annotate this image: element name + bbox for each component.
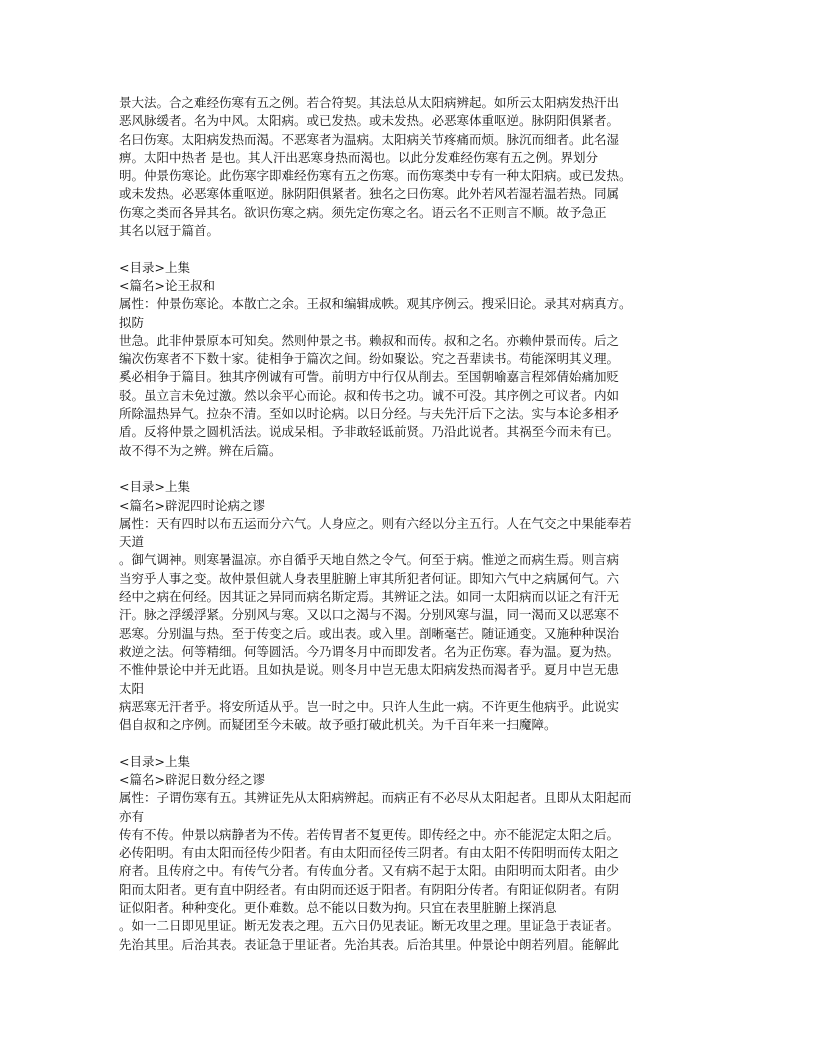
text-line: 世急。此非仲景原本可知矣。然则仲景之书。赖叔和而传。叔和之名。亦赖仲景而传。后之 (119, 332, 620, 348)
text-line: 属性：天有四时以布五运而分六气。人身应之。则有六经以分主五行。人在气交之中果能奉若 (119, 515, 632, 531)
text-line: 编次伤寒者不下数十家。徒相争于篇次之间。纷如聚讼。究之吾辈读书。苟能深明其义理。 (119, 351, 620, 367)
text-line: 太阳 (119, 680, 145, 696)
text-line: 属性：子谓伤寒有五。其辨证先从太阳病辨起。而病正有不必尽从太阳起者。且即从太阳起而 (119, 790, 632, 806)
text-line: 当穷乎人事之变。故仲景但就人身表里脏腑上审其所犯者何证。即知六气中之病属何气。六 (119, 570, 620, 586)
text-line: 痹。太阳中热者 是也。其人汗出恶寒身热而渴也。以此分发难经伤寒有五之例。界划分 (119, 149, 598, 165)
text-line: 盾。反将仲景之圆机活法。说成呆相。予非敢轻诋前贤。乃沿此说者。其祸至今而未有已。 (119, 424, 620, 440)
chapter-heading: <篇名>辟泥四时论病之谬 (119, 497, 265, 513)
text-line: 倡自叔和之序例。而疑团至今未破。故予亟打破此机关。为千百年来一扫魔障。 (119, 717, 557, 733)
catalog-heading: <目录>上集 (119, 479, 190, 495)
text-line: 亦有 (119, 808, 145, 824)
text-line: 恶风脉缓者。名为中风。太阳病。或已发热。或未发热。必恶寒体重呕逆。脉阴阳俱紧者。 (119, 113, 620, 129)
text-line: 明。仲景伤寒论。此伤寒字即难经伤寒有五之伤寒。而伤寒类中专有一种太阳病。或已发热。 (119, 168, 632, 184)
text-line: 景大法。合之难经伤寒有五之例。若合符契。其法总从太阳病辨起。如所云太阳病发热汗出 (119, 95, 620, 110)
text-line: 或未发热。必恶寒体重呕逆。脉阴阳俱紧者。独名之曰伤寒。此外若风若湿若温若热。同属 (119, 186, 620, 202)
text-line: 汗。脉之浮缓浮紧。分别风与寒。又以口之渴与不渴。分别风寒与温，同一渴而又以恶寒不 (119, 607, 620, 623)
section-intro (119, 94, 691, 240)
chapter-heading: <篇名>论王叔和 (119, 277, 215, 293)
text-line: 病恶寒无汗者乎。将安所适从乎。岂一时之中。只许人生此一病。不许更生他病乎。此说实 (119, 698, 620, 714)
text-line: 证似阳者。种种变化。更仆难数。总不能以日数为拘。只宜在表里脏腑上探消息 (119, 900, 557, 916)
text-line: 其名以冠于篇首。 (119, 223, 220, 239)
text-line: 故不得不为之辨。辨在后篇。 (119, 442, 282, 458)
text-line: 伤寒之类而各异其名。欲识伤寒之病。须先定伤寒之名。语云名不正则言不顺。故予急正 (119, 204, 607, 220)
catalog-heading: <目录>上集 (119, 259, 190, 275)
document-page (119, 94, 691, 972)
catalog-heading: <目录>上集 (119, 753, 190, 769)
text-line: 属性：仲景伤寒论。本散亡之余。王叔和编辑成帙。观其序例云。搜采旧论。录其对病真方。 (119, 296, 632, 312)
text-line: 府者。且传府之中。有传气分者。有传血分者。又有病不起于太阳。由阳明而太阳者。由少 (119, 863, 620, 879)
section-four-seasons (119, 478, 691, 734)
text-line: 名曰伤寒。太阳病发热而渴。不恶寒者为温病。太阳病关节疼痛而烦。脉沉而细者。此名湿 (119, 131, 620, 147)
text-line: 经中之病在何经。因其证之异同而病名斯定焉。其辨证之法。如同一太阳病而以证之有汗无 (119, 589, 620, 605)
text-line: 必传阳明。有由太阳而径传少阳者。有由太阳而径传三阴者。有由太阳不传阳明而传太阳之 (119, 845, 620, 861)
text-line: 。御气调神。则寒暑温凉。亦自循乎天地自然之令气。何至于病。惟逆之而病生焉。则言病 (119, 552, 620, 568)
text-line: 救逆之法。何等精细。何等圆活。今乃谓冬月中而即发者。名为正伤寒。春为温。夏为热。 (119, 643, 620, 659)
text-line: 奚必相争于篇目。独其序例诚有可訾。前明方中行仅从削去。至国朝喻嘉言程郊倩始痛加贬 (119, 369, 620, 385)
text-line: 天道 (119, 534, 145, 550)
text-line: 传有不传。仲景以病静者为不传。若传胃者不复更传。即传经之中。亦不能泥定太阳之后。 (119, 826, 620, 842)
section-wang-shuhe (119, 259, 691, 460)
text-line: 先治其里。后治其表。表证急于里证者。先治其表。后治其里。仲景论中朗若列眉。能解此 (119, 936, 620, 952)
text-line: 所除温热异气。拉杂不清。至如以时论病。以日分经。与夫先汗后下之法。实与本论多相矛 (119, 406, 620, 422)
chapter-heading: <篇名>辟泥日数分经之谬 (119, 771, 265, 787)
text-line: 不惟仲景论中并无此语。且如执是说。则冬月中岂无患太阳病发热而渴者乎。夏月中岂无患 (119, 662, 620, 678)
section-day-count (119, 753, 691, 954)
text-line: 拟防 (119, 314, 145, 330)
text-line: 阳而太阳者。更有直中阴经者。有由阴而还返于阳者。有阴阳分传者。有阳证似阴者。有阴 (119, 881, 620, 897)
text-line: 恶寒。分别温与热。至于传变之后。或出表。或入里。剖晰毫芒。随证通变。又施种种误治 (119, 625, 620, 641)
text-line: 驳。虽立言未免过激。然以余平心而论。叔和传书之功。诚不可没。其序例之可议者。内如 (119, 387, 620, 403)
text-line: 。如一二日即见里证。断无发表之理。五六日仍见表证。断无攻里之理。里证急于表证者。 (119, 918, 620, 934)
